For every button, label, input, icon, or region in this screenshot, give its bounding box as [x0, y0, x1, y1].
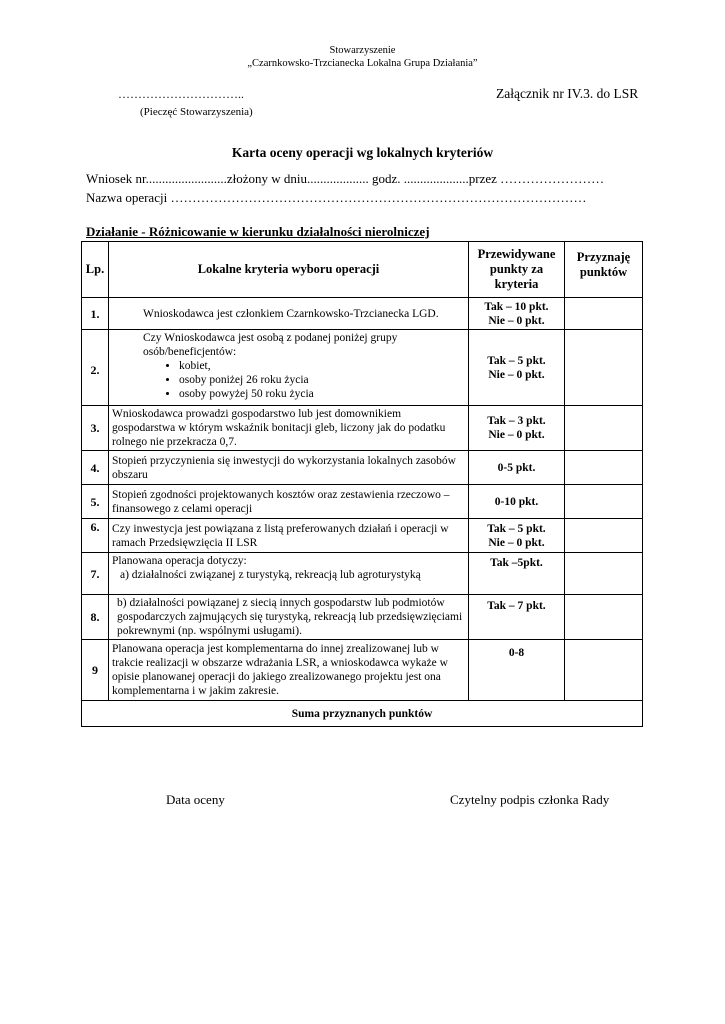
- points-yes: Tak – 5 pkt.: [487, 354, 546, 367]
- date-label: Data oceny: [166, 792, 225, 807]
- stamp-placeholder: …………………………..: [118, 87, 244, 101]
- annex-label: Załącznik nr IV.3. do LSR: [496, 86, 639, 101]
- row-points: [469, 298, 565, 330]
- awarded-cell[interactable]: [565, 485, 643, 519]
- criterion-text: b) działalności powiązanej z siecią innych gospodarstw lub podmiotów gospodarczych zajmujących się turystyką, rekreacją lub przedsięwzięciami pokrewnymi (np. wspólnymi usługami).: [117, 597, 463, 637]
- row-points: [469, 330, 565, 406]
- row-number: 1.: [82, 298, 109, 330]
- table-row: [82, 485, 643, 519]
- criterion-text: Stopień zgodności projektowanych kosztów oraz zestawienia rzeczowo – finansowego z celami operacji: [112, 488, 450, 515]
- criteria-table: [81, 241, 643, 727]
- points-no: Nie – 0 pkt.: [488, 536, 545, 549]
- row-criterion: [109, 406, 469, 451]
- awarded-cell[interactable]: [565, 298, 643, 330]
- row-criterion: [109, 330, 469, 406]
- sum-label: Suma przyznanych punktów: [82, 701, 643, 727]
- row-points: [469, 406, 565, 451]
- points-yes: Tak – 3 pkt.: [487, 415, 546, 427]
- awarded-cell[interactable]: [565, 553, 643, 595]
- row-criterion: [109, 519, 469, 553]
- header-criteria: Lokalne kryteria wyboru operacji: [109, 242, 469, 298]
- operation-name-line: Nazwa operacji ……………………………………………………………………………………: [86, 190, 587, 205]
- row-points: 0-8: [469, 640, 565, 701]
- row-points: [469, 519, 565, 553]
- criterion-text: a) działalności związanej z turystyką, rekreacją lub agroturystyką: [120, 569, 421, 581]
- list-item: • osoby powyżej 50 roku życia: [179, 387, 465, 401]
- stamp-label: (Pieczęć Stowarzyszenia): [140, 106, 253, 118]
- criterion-text: Czy inwestycja jest powiązana z listą preferowanych działań i operacji w ramach Przedsięwzięcia II LSR: [112, 522, 449, 549]
- points-no: Nie – 0 pkt.: [488, 368, 545, 381]
- row-points: 0-5 pkt.: [469, 451, 565, 485]
- table-row: [82, 406, 643, 451]
- row-number: 9: [82, 640, 109, 701]
- points-yes: Tak – 5 pkt.: [487, 522, 546, 535]
- table-row: [82, 330, 643, 406]
- criterion-text: Stopień przyczynienia się inwestycji do wykorzystania lokalnych zasobów obszaru: [112, 454, 456, 481]
- awarded-cell[interactable]: [565, 451, 643, 485]
- row-number: 7.: [82, 553, 109, 595]
- beneficiary-group-list: [143, 359, 465, 401]
- table-row: [82, 553, 643, 595]
- table-row: [82, 519, 643, 553]
- awarded-cell[interactable]: [565, 330, 643, 406]
- operation-intro: Planowana operacja dotyczy:: [112, 555, 247, 567]
- document-title: Karta oceny operacji wg lokalnych kryteriów: [231, 145, 494, 160]
- application-line: Wniosek nr.........................złożony w dniu................... godz. ....................przez ……………………: [86, 171, 605, 186]
- points-no: Nie – 0 pkt.: [488, 429, 545, 441]
- criterion-text: Planowana operacja jest komplementarna do innej zrealizowanej lub w trakcie realizacji w obszarze wdrażania LSR, a wnioskodawca wykaże w opisie planowanej operacji do jakiego zrealizowanego projektu jest ona komplementarna i w jakim zakresie.: [112, 643, 448, 697]
- row-points: 0-10 pkt.: [469, 485, 565, 519]
- row-number: 4.: [82, 451, 109, 485]
- awarded-cell[interactable]: [565, 640, 643, 701]
- row-number: 8.: [82, 595, 109, 640]
- organization-name: Stowarzyszenie: [329, 45, 396, 56]
- section-title: Działanie - Różnicowanie w kierunku działalności nierolniczej: [86, 224, 430, 239]
- points-no: Nie – 0 pkt.: [488, 314, 545, 327]
- awarded-cell[interactable]: [565, 406, 643, 451]
- points-yes: Tak – 10 pkt.: [484, 300, 549, 313]
- header-lp: Lp.: [82, 242, 109, 298]
- table-row: [82, 451, 643, 485]
- list-item: • kobiet,: [179, 359, 465, 373]
- table-header-row: [82, 242, 643, 298]
- row-criterion: [109, 640, 469, 701]
- criterion-text: Wnioskodawca prowadzi gospodarstwo lub jest domownikiem gospodarstwa w którym wskaźnik bonitacji gleb, liczony jak do podatku rolnego nie przekracza 0,7.: [112, 408, 446, 448]
- row-criterion: [109, 298, 469, 330]
- row-points: Tak –5pkt.: [469, 553, 565, 595]
- criterion-text: Wnioskodawca jest członkiem Czarnkowsko-Trzcianecka LGD.: [143, 307, 439, 320]
- criterion-text: Czy Wnioskodawca jest osobą z podanej poniżej grupy osób/beneficjentów:: [143, 332, 398, 358]
- row-number: 3.: [82, 406, 109, 451]
- table-row: [82, 595, 643, 640]
- list-item: • osoby poniżej 26 roku życia: [179, 373, 465, 387]
- awarded-cell[interactable]: [565, 519, 643, 553]
- header-points: Przewidywane punkty za kryteria: [469, 242, 565, 298]
- sum-row: [82, 701, 643, 727]
- row-criterion: [109, 451, 469, 485]
- awarded-cell[interactable]: [565, 595, 643, 640]
- signature-label: Czytelny podpis członka Rady: [450, 792, 610, 807]
- row-criterion: [109, 485, 469, 519]
- table-row: [82, 640, 643, 701]
- row-points: Tak – 7 pkt.: [469, 595, 565, 640]
- row-criterion: [109, 595, 469, 640]
- organization-full-name: „Czarnkowsko-Trzcianecka Lokalna Grupa Działania”: [247, 58, 478, 69]
- header-awarded: Przyznaję punktów: [565, 242, 643, 298]
- table-row: [82, 298, 643, 330]
- row-number: 5.: [82, 485, 109, 519]
- row-criterion: [109, 553, 469, 595]
- row-number: 6.: [82, 519, 109, 553]
- row-number: 2.: [82, 330, 109, 406]
